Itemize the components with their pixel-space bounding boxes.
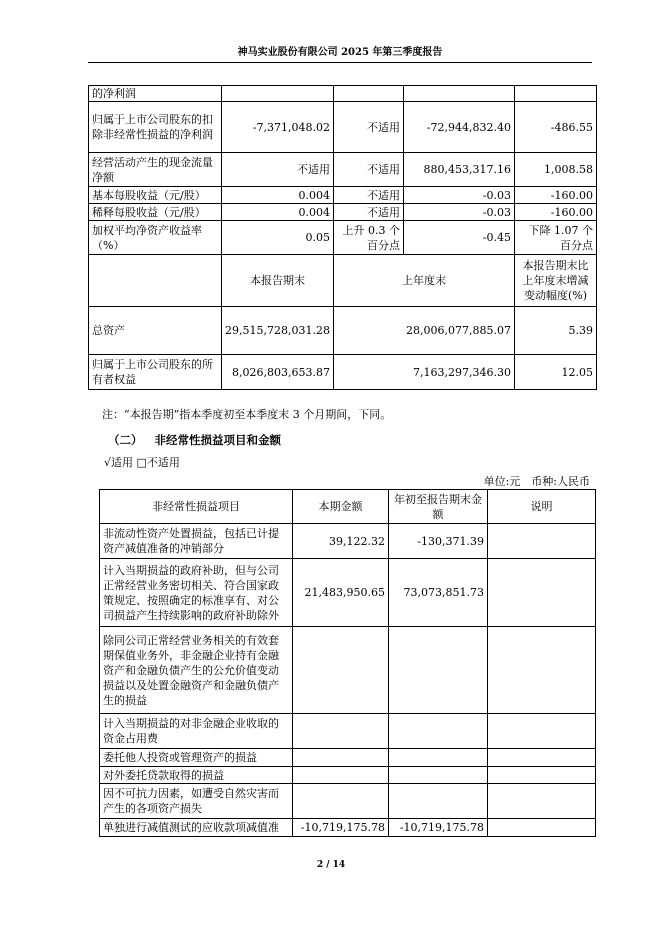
cell-value [488,819,596,837]
page-number: 2 / 14 [316,860,346,870]
cell-value [222,86,334,102]
table-row [100,767,596,784]
row-label: 加权平均净资产收益率（%） [89,221,222,255]
table-row [89,86,597,102]
cell-value [334,86,404,102]
cell-value: 29,515,728,031.28 [222,307,334,355]
cell-value: -0.45 [404,221,515,255]
cell-value [389,767,488,784]
col-header-change-pct: 本报告期末比上年度末增减变动幅度(%) [515,255,597,307]
col-header-prior-year-end: 上年度末 [334,255,515,307]
cell-value: 21,483,950.65 [293,559,389,627]
col-header-ytd: 年初至报告期末金额 [389,490,488,524]
cell-value: 73,073,851.73 [389,559,488,627]
row-label: 归属于上市公司股东的扣除非经常性损益的净利润 [89,102,222,153]
cell-value: -7,371,048.02 [222,102,334,153]
cell-value [515,86,597,102]
row-label: 归属于上市公司股东的所有者权益 [89,355,222,390]
cell-value [293,784,389,819]
cell-value [293,749,389,767]
row-label: 经营活动产生的现金流量净额 [89,153,222,187]
table-row [100,784,596,819]
row-label: 总资产 [89,307,222,355]
cell-value: -160.00 [515,187,597,204]
cell-value [293,714,389,749]
cell-value: 0.004 [222,204,334,221]
cell-value: 880,453,317.16 [404,153,515,187]
cell-value [293,767,389,784]
row-label: 稀释每股收益（元/股） [89,204,222,221]
cell-value: 8,026,803,653.87 [222,355,334,390]
table-header-row [100,490,596,524]
row-label: 的净利润 [89,86,222,102]
cell-value [488,627,596,714]
footnote: 注：“本报告期”指本季度初至本季度末 3 个月期间，下同。 [102,408,392,421]
row-label: 除同公司正常经营业务相关的有效套期保值业务外，非金融企业持有金融资产和金融负债产生的公允价值变动损益以及处置金融资产和金融负债产生的损益 [100,627,293,714]
table-row [89,153,597,187]
table-row [100,749,596,767]
table-row [89,102,597,153]
page-header [88,46,592,63]
applicability-checkbox-line: √适用 □不适用 [104,456,180,469]
cell-value [488,559,596,627]
cell-value: -72,944,832.40 [404,102,515,153]
cell-value: -10,719,175.78 [293,819,389,837]
row-label: 基本每股收益（元/股） [89,187,222,204]
cell-value [488,749,596,767]
cell-value: -0.03 [404,187,515,204]
row-label: 计入当期损益的对非金融企业收取的资金占用费 [100,714,293,749]
cell-value: 39,122.32 [293,524,389,559]
cell-value [389,784,488,819]
cell-value: 0.05 [222,221,334,255]
row-label: 因不可抗力因素，如遭受自然灾害而产生的各项资产损失 [100,784,293,819]
col-header-item: 非经常性损益项目 [100,490,293,524]
cell-value: 不适用 [334,204,404,221]
col-header-period-end: 本报告期末 [222,255,334,307]
cell-value [389,627,488,714]
cell-value [404,86,515,102]
cell-value [488,524,596,559]
table-row [89,204,597,221]
cell-value: -130,371.39 [389,524,488,559]
table-row [89,221,597,255]
section-heading [108,433,293,448]
table-row [89,355,597,390]
table-row [100,559,596,627]
cell-value: 0.004 [222,187,334,204]
table-row [100,524,596,559]
col-header-note: 说明 [488,490,596,524]
cell-value: 1,008.58 [515,153,597,187]
cell-value [488,784,596,819]
cell-value: 12.05 [515,355,597,390]
row-label: 对外委托贷款取得的损益 [100,767,293,784]
non-recurring-items-table [99,489,596,837]
cell-value: 不适用 [334,153,404,187]
cell-value: 7,163,297,346.30 [334,355,515,390]
financial-data-table [88,85,597,390]
cell-value [293,627,389,714]
cell-value [488,714,596,749]
cell-value: -0.03 [404,204,515,221]
cell-value: 不适用 [222,153,334,187]
table-header-row [89,255,597,307]
table-row [89,307,597,355]
cell-value [389,714,488,749]
row-label: 单独进行减值测试的应收款项减值准 [100,819,293,837]
table-row [89,187,597,204]
table-row [100,627,596,714]
section-number: （二） [108,433,143,447]
row-label: 委托他人投资或管理资产的损益 [100,749,293,767]
cell-value: 上升 0.3 个百分点 [334,221,404,255]
cell-value: 下降 1.07 个百分点 [515,221,597,255]
cell-value [389,749,488,767]
section-title: 非经常性损益项目和金额 [154,433,281,447]
table-row [100,819,596,837]
cell-value: 28,006,077,885.07 [334,307,515,355]
col-header-current: 本期金额 [293,490,389,524]
cell-value: 不适用 [334,102,404,153]
cell-value: 不适用 [334,187,404,204]
cell-value: -486.55 [515,102,597,153]
cell-value: -10,719,175.78 [389,819,488,837]
cell-value [488,767,596,784]
cell-value: 5.39 [515,307,597,355]
row-label: 非流动性资产处置损益，包括已计提资产减值准备的冲销部分 [100,524,293,559]
currency-unit: 单位:元 币种:人民币 [483,475,590,488]
table-row [100,714,596,749]
row-label: 计入当期损益的政府补助，但与公司正常经营业务密切相关、符合国家政策规定、按照确定的标准享有、对公司损益产生持续影响的政府补助除外 [100,559,293,627]
report-title: 神马实业股份有限公司 2025 年第三季度报告 [237,47,443,58]
cell-value: -160.00 [515,204,597,221]
